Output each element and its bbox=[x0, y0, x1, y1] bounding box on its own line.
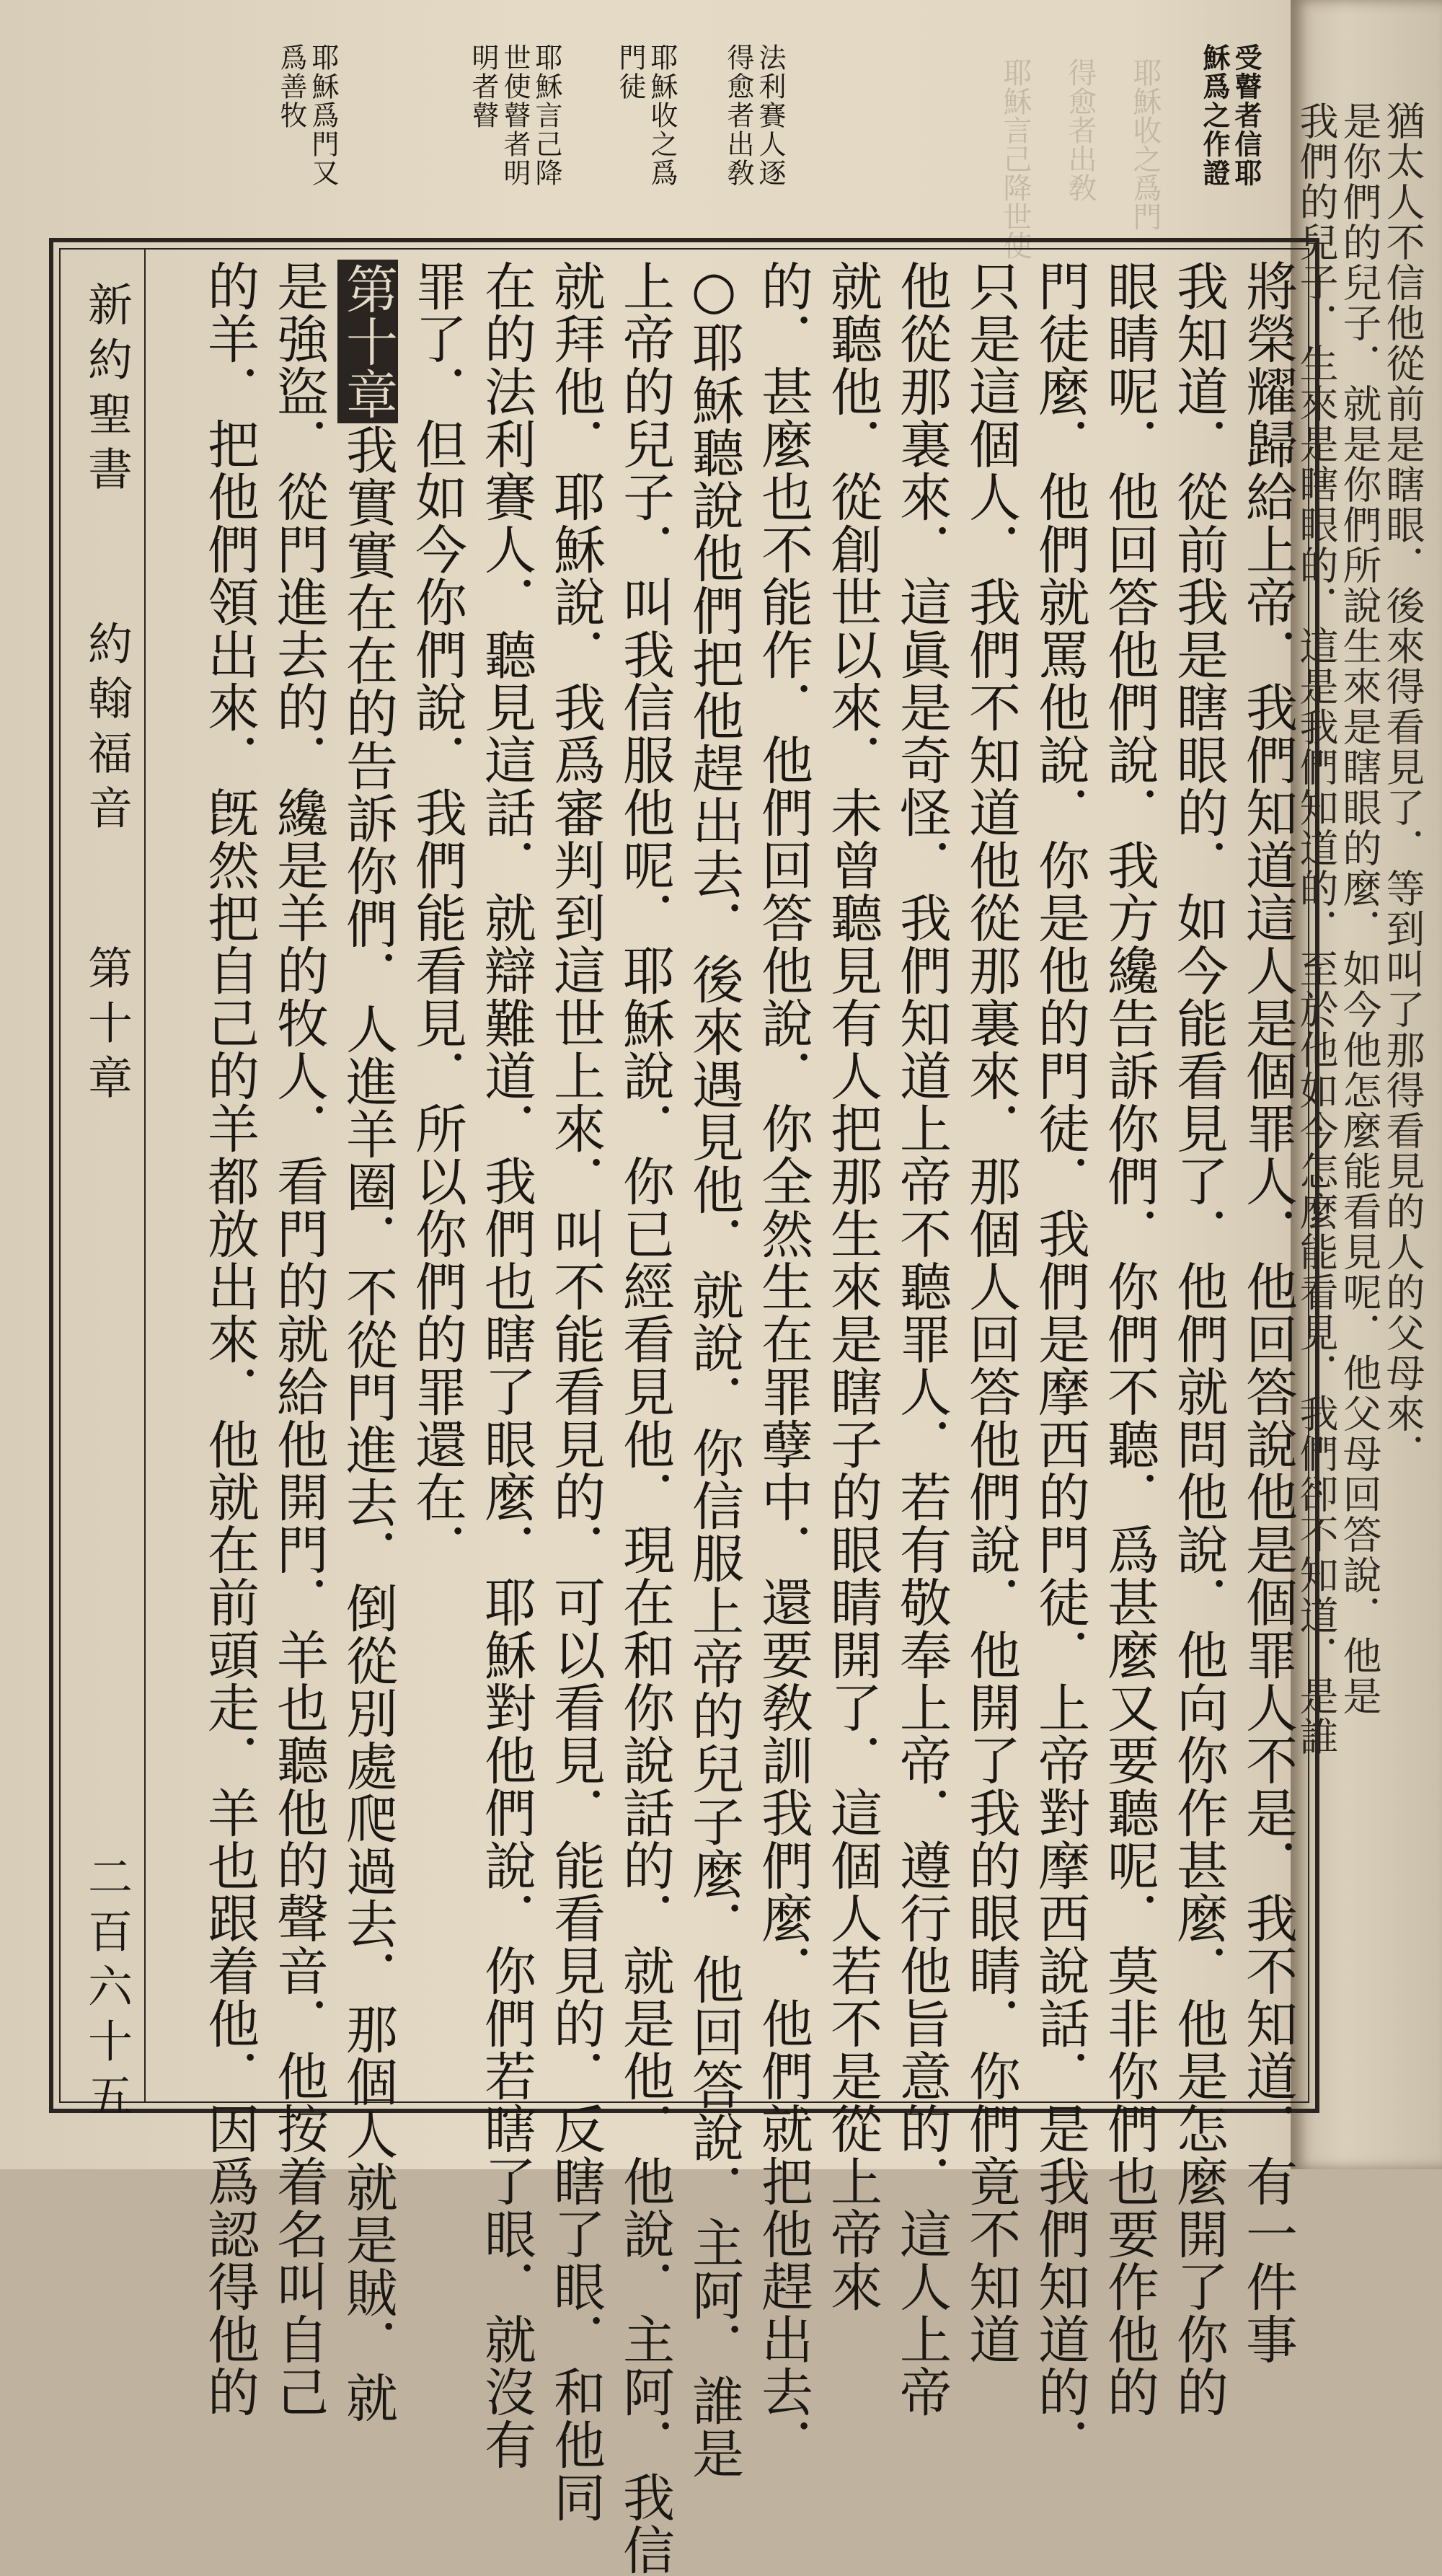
margin-note bbox=[461, 43, 562, 216]
text-column: 我知道．從前我是瞎眼的．如今能看見了．他們就問他說．他向你作甚麼．他是怎麼開了你的 bbox=[1168, 260, 1229, 2418]
margin-note bbox=[1190, 43, 1262, 216]
chapter-heading: 第十章 bbox=[337, 260, 398, 423]
chapter-start-text: 我實實在在的告訴你們．人進羊圈．不從門進去．倒從別處爬過去．那個人就是賊．就 bbox=[337, 423, 398, 2424]
text-column: 眼睛呢．他回答他們說．我方纔告訴你們．你們不聽．爲甚麼又要聽呢．莫非你們也要作他的 bbox=[1099, 260, 1159, 2418]
text-column: 在的法利賽人．聽見這話．就辯難道．我們也瞎了眼麼．耶穌對他們說．你們若瞎了眼．就沒有 bbox=[476, 260, 536, 2471]
text-column: 門徒麼．他們就罵他說．你是他的門徒．我們是摩西的門徒．上帝對摩西說話．是我們知道的． bbox=[1030, 260, 1090, 2471]
text-column-chapter-start bbox=[337, 260, 398, 2424]
margin-note-line: 穌爲之作證 bbox=[1198, 43, 1231, 188]
text-column: 的羊．把他們領出來．旣然把自己的羊都放出來．他就在前頭走．羊也跟着他．因爲認得他的 bbox=[199, 260, 260, 2418]
margin-note-line: 耶穌言己降 bbox=[531, 43, 562, 188]
margin-note-line: 世使瞽者明 bbox=[499, 43, 531, 188]
margin-note-line: 法利賽人逐 bbox=[754, 43, 786, 188]
text-column: 就聽他．從創世以來．未曾聽見有人把那生來是瞎子的眼睛開了．這個人若不是從上帝來 bbox=[822, 260, 883, 2313]
text-column: 的．甚麼也不能作．他們回答他說．你全然生在罪孽中．還要敎訓我們麼．他們就把他趕出去． bbox=[753, 260, 813, 2471]
facing-page-column: 是你們的兒子．就是你們所說生來是瞎眼的麼．如今他怎麼能看見呢．他父母回答說．他是 bbox=[1337, 101, 1382, 1716]
text-column: 只是這個人．我們不知道他從那裏來．那個人回答他們說．他開了我的眼睛．你們竟不知道 bbox=[960, 260, 1021, 2365]
margin-note-line: 明者瞽 bbox=[467, 43, 499, 130]
title-divider bbox=[144, 248, 146, 2103]
margin-note-line: 門徒 bbox=[614, 43, 646, 101]
page-number: 二百六十五 bbox=[80, 1853, 133, 2127]
text-column: ○耶穌聽說他們把他趕出去．後來遇見他．就說．你信服上帝的兒子麼．他回答說．主阿．誰是 bbox=[684, 260, 744, 2479]
text-column: 罪了．但如今你們說．我們能看見．所以你們的罪還在． bbox=[407, 260, 467, 1576]
margin-note-line: 爲善牧 bbox=[275, 43, 307, 130]
running-title-gospel: 約翰福音 bbox=[80, 620, 133, 839]
facing-page-column: 猶太人不信他從前是瞎眼．後來得看見了．等到叫了那得看見的人的父母來． bbox=[1380, 101, 1425, 1474]
text-column: 他從那裏來．這眞是奇怪．我們知道上帝不聽罪人．若有敬奉上帝．遵行他旨意的．這人上帝 bbox=[891, 260, 952, 2418]
margin-note-line: 耶穌收之爲 bbox=[646, 43, 678, 188]
margin-note bbox=[606, 43, 678, 216]
text-column: 就拜他．耶穌說．我爲審判到這世上來．叫不能看見的．可以看見．能看見的．反瞎了眼．和他同 bbox=[545, 260, 606, 2523]
margin-note bbox=[267, 43, 339, 216]
facing-page-column: 我們的兒子．生來是瞎眼的．這是我們知道的．至於他如今怎麼能看見．我們卻不知道．是誰 bbox=[1293, 101, 1339, 1757]
text-column: 上帝的兒子．叫我信服他呢．耶穌說．你已經看見他．現在和你說話的．就是他．他說．主阿．我信 bbox=[614, 260, 675, 2576]
bleed-through-text: 得愈者出敎 bbox=[1063, 58, 1097, 202]
bleed-through-text: 耶穌收之爲門 bbox=[1128, 58, 1162, 231]
margin-note bbox=[714, 43, 786, 216]
margin-note-line: 得愈者出敎 bbox=[722, 43, 754, 188]
text-column: 將榮耀歸給上帝．我們知道這人是個罪人．他回答說他是個罪人不是．我不知道．有一件事 bbox=[1237, 260, 1298, 2365]
margin-note-line: 耶穌爲門又 bbox=[307, 43, 339, 188]
running-title-chapter: 第十章 bbox=[80, 945, 133, 1109]
bleed-through-text: 耶穌言己降世使 bbox=[999, 58, 1032, 260]
margin-note-line: 受瞽者信耶 bbox=[1230, 43, 1262, 188]
running-title-book: 新約聖書 bbox=[80, 281, 133, 500]
text-column: 是強盜．從門進去的．纔是羊的牧人．看門的就給他開門．羊也聽他的聲音．他按着名叫自己 bbox=[268, 260, 329, 2418]
